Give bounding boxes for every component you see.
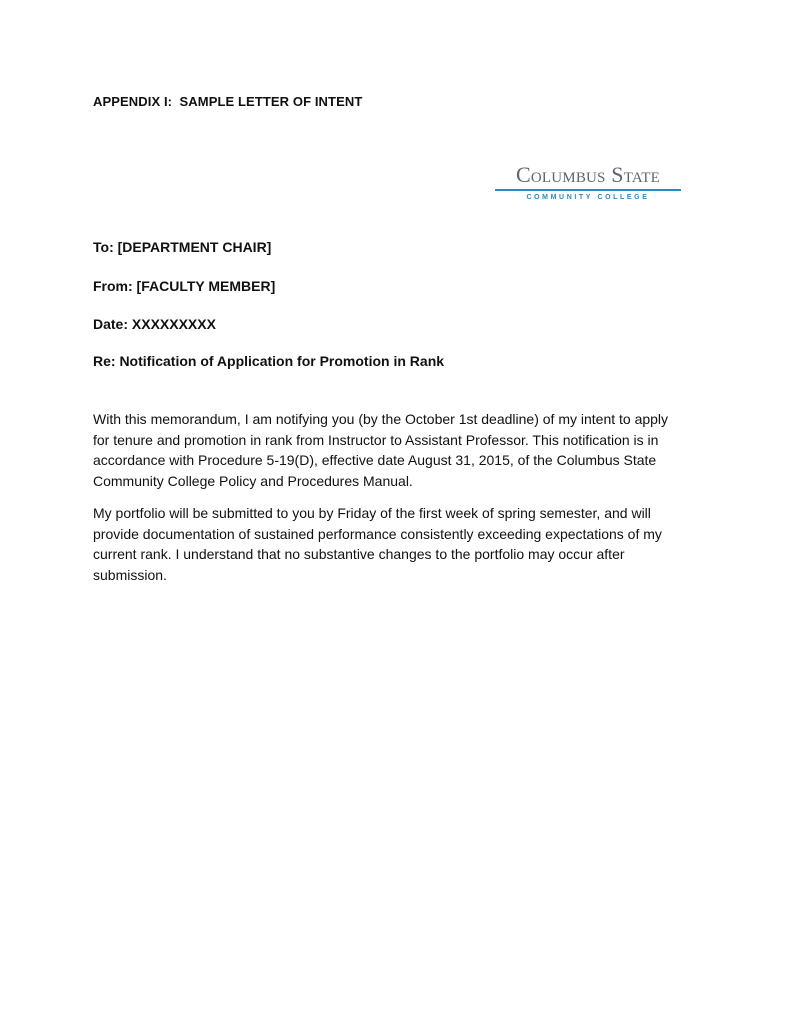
memo-to: To: [DEPARTMENT CHAIR] — [93, 239, 272, 255]
paragraph-line: provide documentation of sustained performance consistently exceeding expectations of my — [93, 525, 662, 542]
paragraph-line: current rank. I understand that no substantive changes to the portfolio may occur after — [93, 546, 625, 562]
memo-date: Date: XXXXXXXXX — [93, 316, 216, 332]
paragraph-line: submission. — [93, 566, 167, 583]
body-paragraph-1 — [93, 409, 703, 491]
columbus-state-logo — [493, 163, 683, 207]
logo-main-text: Columbus State — [515, 162, 660, 187]
paragraph-line: accordance with Procedure 5-19(D), effective date August 31, 2015, of the Columbus State — [93, 452, 657, 468]
paragraph-line: for tenure and promotion in rank from Instructor to Assistant Professor. This notification is in — [93, 431, 659, 448]
paragraph-line: Community College Policy and Procedures Manual. — [93, 472, 413, 489]
paragraph-line: With this memorandum, I am notifying you (by the October 1st deadline) of my intent to apply — [93, 411, 669, 427]
logo-divider-line — [495, 189, 681, 191]
body-paragraph-2 — [93, 503, 703, 585]
memo-subject: Re: Notification of Application for Promotion in Rank — [93, 353, 445, 369]
paragraph-line: My portfolio will be submitted to you by Friday of the first week of spring semester, and will — [93, 505, 651, 521]
memo-from: From: [FACULTY MEMBER] — [93, 278, 276, 294]
logo-sub-text: COMMUNITY COLLEGE — [526, 194, 650, 201]
appendix-title: APPENDIX I: SAMPLE LETTER OF INTENT — [93, 94, 363, 109]
